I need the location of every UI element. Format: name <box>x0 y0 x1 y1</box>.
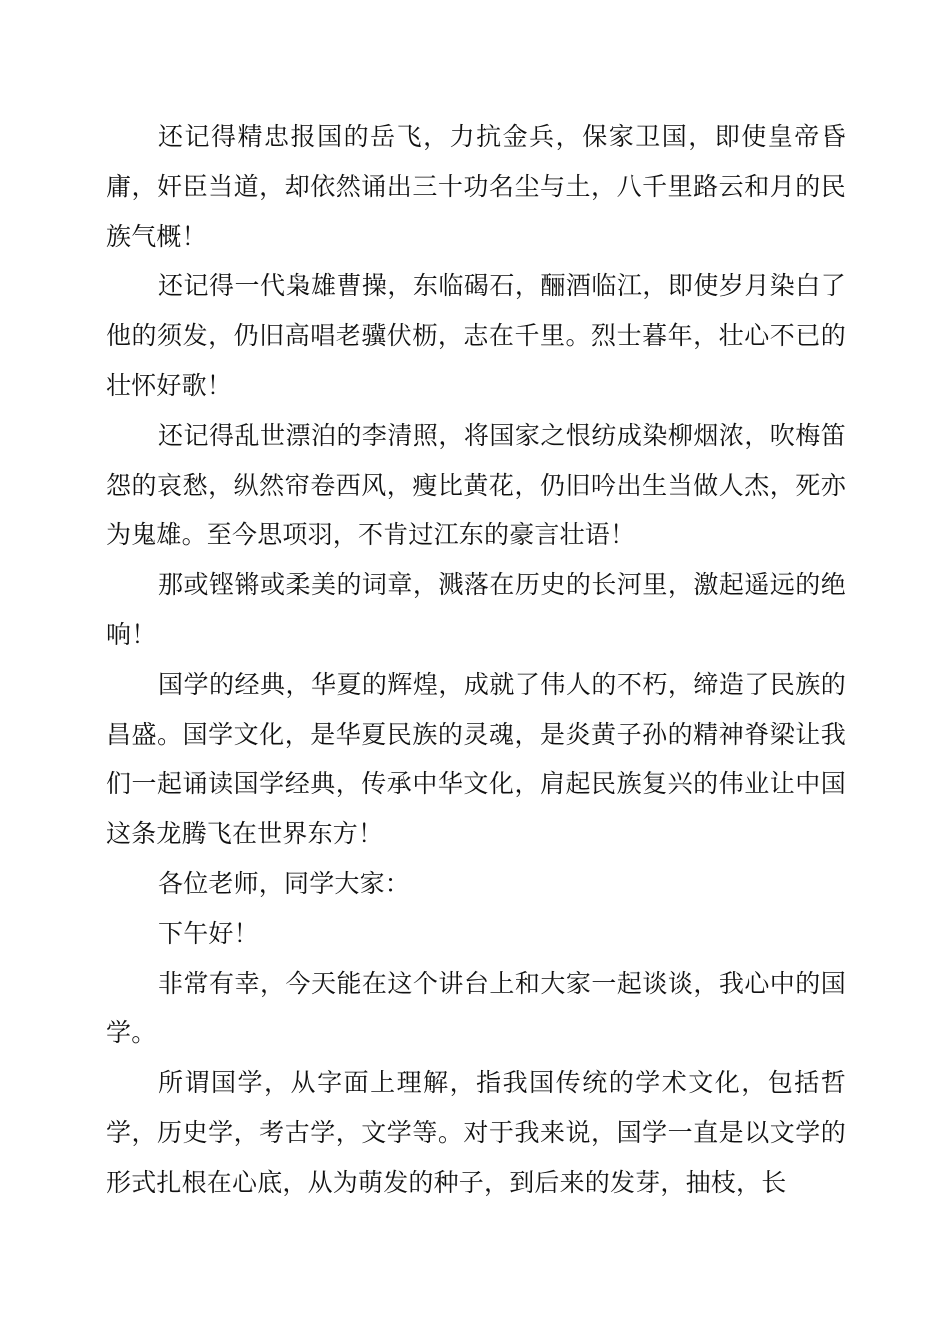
paragraph-definition: 所谓国学，从字面上理解，指我国传统的学术文化，包括哲学，历史学，考古学，文学等。对于我来说，国学一直是以文学的形式扎根在心底，从为萌发的种子，到后来的发芽，抽枝，长 <box>106 1068 846 1197</box>
paragraph-words-echo: 那或铿锵或柔美的词章，溅落在历史的长河里，激起遥远的绝响！ <box>106 570 846 649</box>
paragraph-guoxue-classics: 国学的经典，华夏的辉煌，成就了伟人的不朽，缔造了民族的昌盛。国学文化，是华夏民族的灵魂，是炎黄子孙的精神脊梁让我们一起诵读国学经典，传承中华文化，肩起民族复兴的伟业让中国这条龙腾飞在世界东方！ <box>106 669 846 849</box>
paragraph-li-qingzhao: 还记得乱世漂泊的李清照，将国家之恨纺成染柳烟浓，吹梅笛怨的哀愁，纵然帘卷西风，瘦比黄花，仍旧吟出生当做人杰，死亦为鬼雄。至今思项羽，不肯过江东的豪言壮语！ <box>106 420 846 550</box>
paragraph-greeting: 各位老师，同学大家： <box>158 868 411 898</box>
paragraph-yue-fei: 还记得精忠报国的岳飞，力抗金兵，保家卫国，即使皇帝昏庸，奸臣当道，却依然诵出三十功名尘与土，八千里路云和月的民族气概！ <box>106 122 846 251</box>
document-body <box>106 112 846 1208</box>
paragraph-good-afternoon: 下午好！ <box>158 918 259 948</box>
paragraph-honored: 非常有幸，今天能在这个讲台上和大家一起谈谈，我心中的国学。 <box>106 968 846 1048</box>
paragraph-cao-cao: 还记得一代枭雄曹操，东临碣石，酾酒临江，即使岁月染白了他的须发，仍旧高唱老骥伏枥，志在千里。烈士暮年，壮心不已的壮怀好歌！ <box>106 271 846 400</box>
